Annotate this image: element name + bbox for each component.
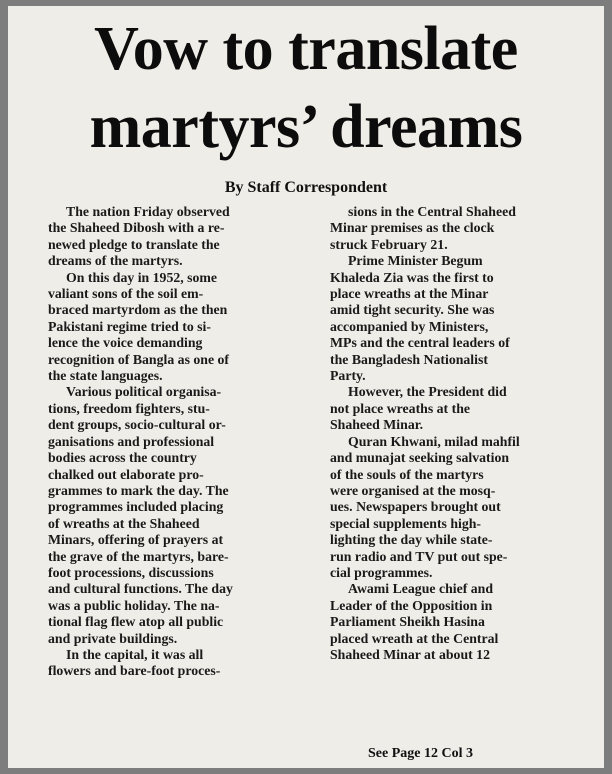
text-line: MPs and the central leaders of xyxy=(330,335,510,351)
text-line: Pakistani regime tried to si- xyxy=(48,318,211,334)
text-line: special supplements high- xyxy=(330,515,482,531)
text-line: cial programmes. xyxy=(330,564,433,580)
text-line: struck February 21. xyxy=(330,236,448,252)
text-line: lighting the day while state- xyxy=(330,532,493,548)
article-paragraph xyxy=(312,253,592,384)
text-line: place wreaths at the Minar xyxy=(330,286,489,302)
text-line: the grave of the martyrs, bare- xyxy=(48,548,229,564)
text-line: Leader of the Opposition in xyxy=(330,597,493,613)
text-line: tional flag flew atop all public xyxy=(48,614,224,630)
article-paragraph xyxy=(312,384,592,433)
text-line: and private buildings. xyxy=(48,630,178,646)
text-line: grammes to mark the day. The xyxy=(48,482,229,498)
text-line: ues. Newspapers brought out xyxy=(330,499,501,515)
article-column-right xyxy=(312,204,592,663)
text-line: the Shaheed Dibosh with a re- xyxy=(48,220,225,236)
newspaper-clipping xyxy=(8,6,604,768)
text-line: was a public holiday. The na- xyxy=(48,597,220,613)
text-line: sions in the Central Shaheed xyxy=(348,204,516,219)
text-line: ganisations and professional xyxy=(48,433,215,449)
article-paragraph xyxy=(30,384,294,647)
text-line: foot processions, discussions xyxy=(48,564,214,580)
text-line: However, the President did xyxy=(348,384,507,400)
text-line: Parliament Sheikh Hasina xyxy=(330,614,485,630)
article-paragraph xyxy=(312,434,592,582)
text-line: Awami League chief and xyxy=(348,581,493,597)
text-line: Various political organisa- xyxy=(66,384,222,400)
text-line: not place wreaths at the xyxy=(330,400,470,416)
text-line: Party. xyxy=(330,368,366,384)
article-paragraph xyxy=(30,204,294,270)
text-line: On this day in 1952, some xyxy=(66,269,218,285)
text-line: flowers and bare-foot proces- xyxy=(48,663,221,679)
text-line: were organised at the mosq- xyxy=(330,482,496,498)
text-line: placed wreath at the Central xyxy=(330,630,499,646)
text-line: In the capital, it was all xyxy=(66,646,204,662)
text-line: tions, freedom fighters, stu- xyxy=(48,400,210,416)
text-line: Minars, offering of prayers at xyxy=(48,532,224,548)
article-column-left xyxy=(30,204,294,680)
text-line: dreams of the martyrs. xyxy=(48,253,183,269)
text-line: and munajat seeking salvation xyxy=(330,450,510,466)
text-line: of wreaths at the Shaheed xyxy=(48,515,200,531)
text-line: newed pledge to translate the xyxy=(48,236,220,252)
text-line: programmes included placing xyxy=(48,499,224,515)
text-line: of the souls of the martyrs xyxy=(330,466,484,482)
text-line: dent groups, socio-cultural or- xyxy=(48,417,226,433)
text-line: Quran Khwani, milad mahfil xyxy=(348,433,520,449)
byline: By Staff Correspondent xyxy=(224,179,388,196)
article-paragraph xyxy=(312,204,592,253)
text-line: and cultural functions. The day xyxy=(48,581,233,597)
text-line: Shaheed Minar. xyxy=(330,417,424,433)
text-line: Minar premises as the clock xyxy=(330,220,495,236)
article-paragraph xyxy=(30,270,294,385)
text-line: chalked out elaborate pro- xyxy=(48,466,204,482)
continuation-note: See Page 12 Col 3 xyxy=(368,746,473,761)
article-paragraph xyxy=(30,647,294,680)
text-line: accompanied by Ministers, xyxy=(330,318,489,334)
text-line: Prime Minister Begum xyxy=(348,253,483,269)
text-line: the Bangladesh Nationalist xyxy=(330,351,488,367)
text-line: bodies across the country xyxy=(48,450,197,466)
text-line: amid tight security. She was xyxy=(330,302,495,318)
text-line: The nation Friday observed xyxy=(66,204,230,219)
headline-line-2: martyrs’ dreams xyxy=(89,93,523,161)
article-paragraph xyxy=(312,581,592,663)
text-line: run radio and TV put out spe- xyxy=(330,548,508,564)
text-line: valiant sons of the soil em- xyxy=(48,286,204,302)
text-line: the state languages. xyxy=(48,368,163,384)
text-line: Khaleda Zia was the first to xyxy=(330,269,494,285)
text-line: Shaheed Minar at about 12 xyxy=(330,646,490,662)
text-line: braced martyrdom as the then xyxy=(48,302,228,318)
headline-line-1: Vow to translate xyxy=(94,15,518,83)
text-line: recognition of Bangla as one of xyxy=(48,351,230,367)
text-line: lence the voice demanding xyxy=(48,335,203,351)
